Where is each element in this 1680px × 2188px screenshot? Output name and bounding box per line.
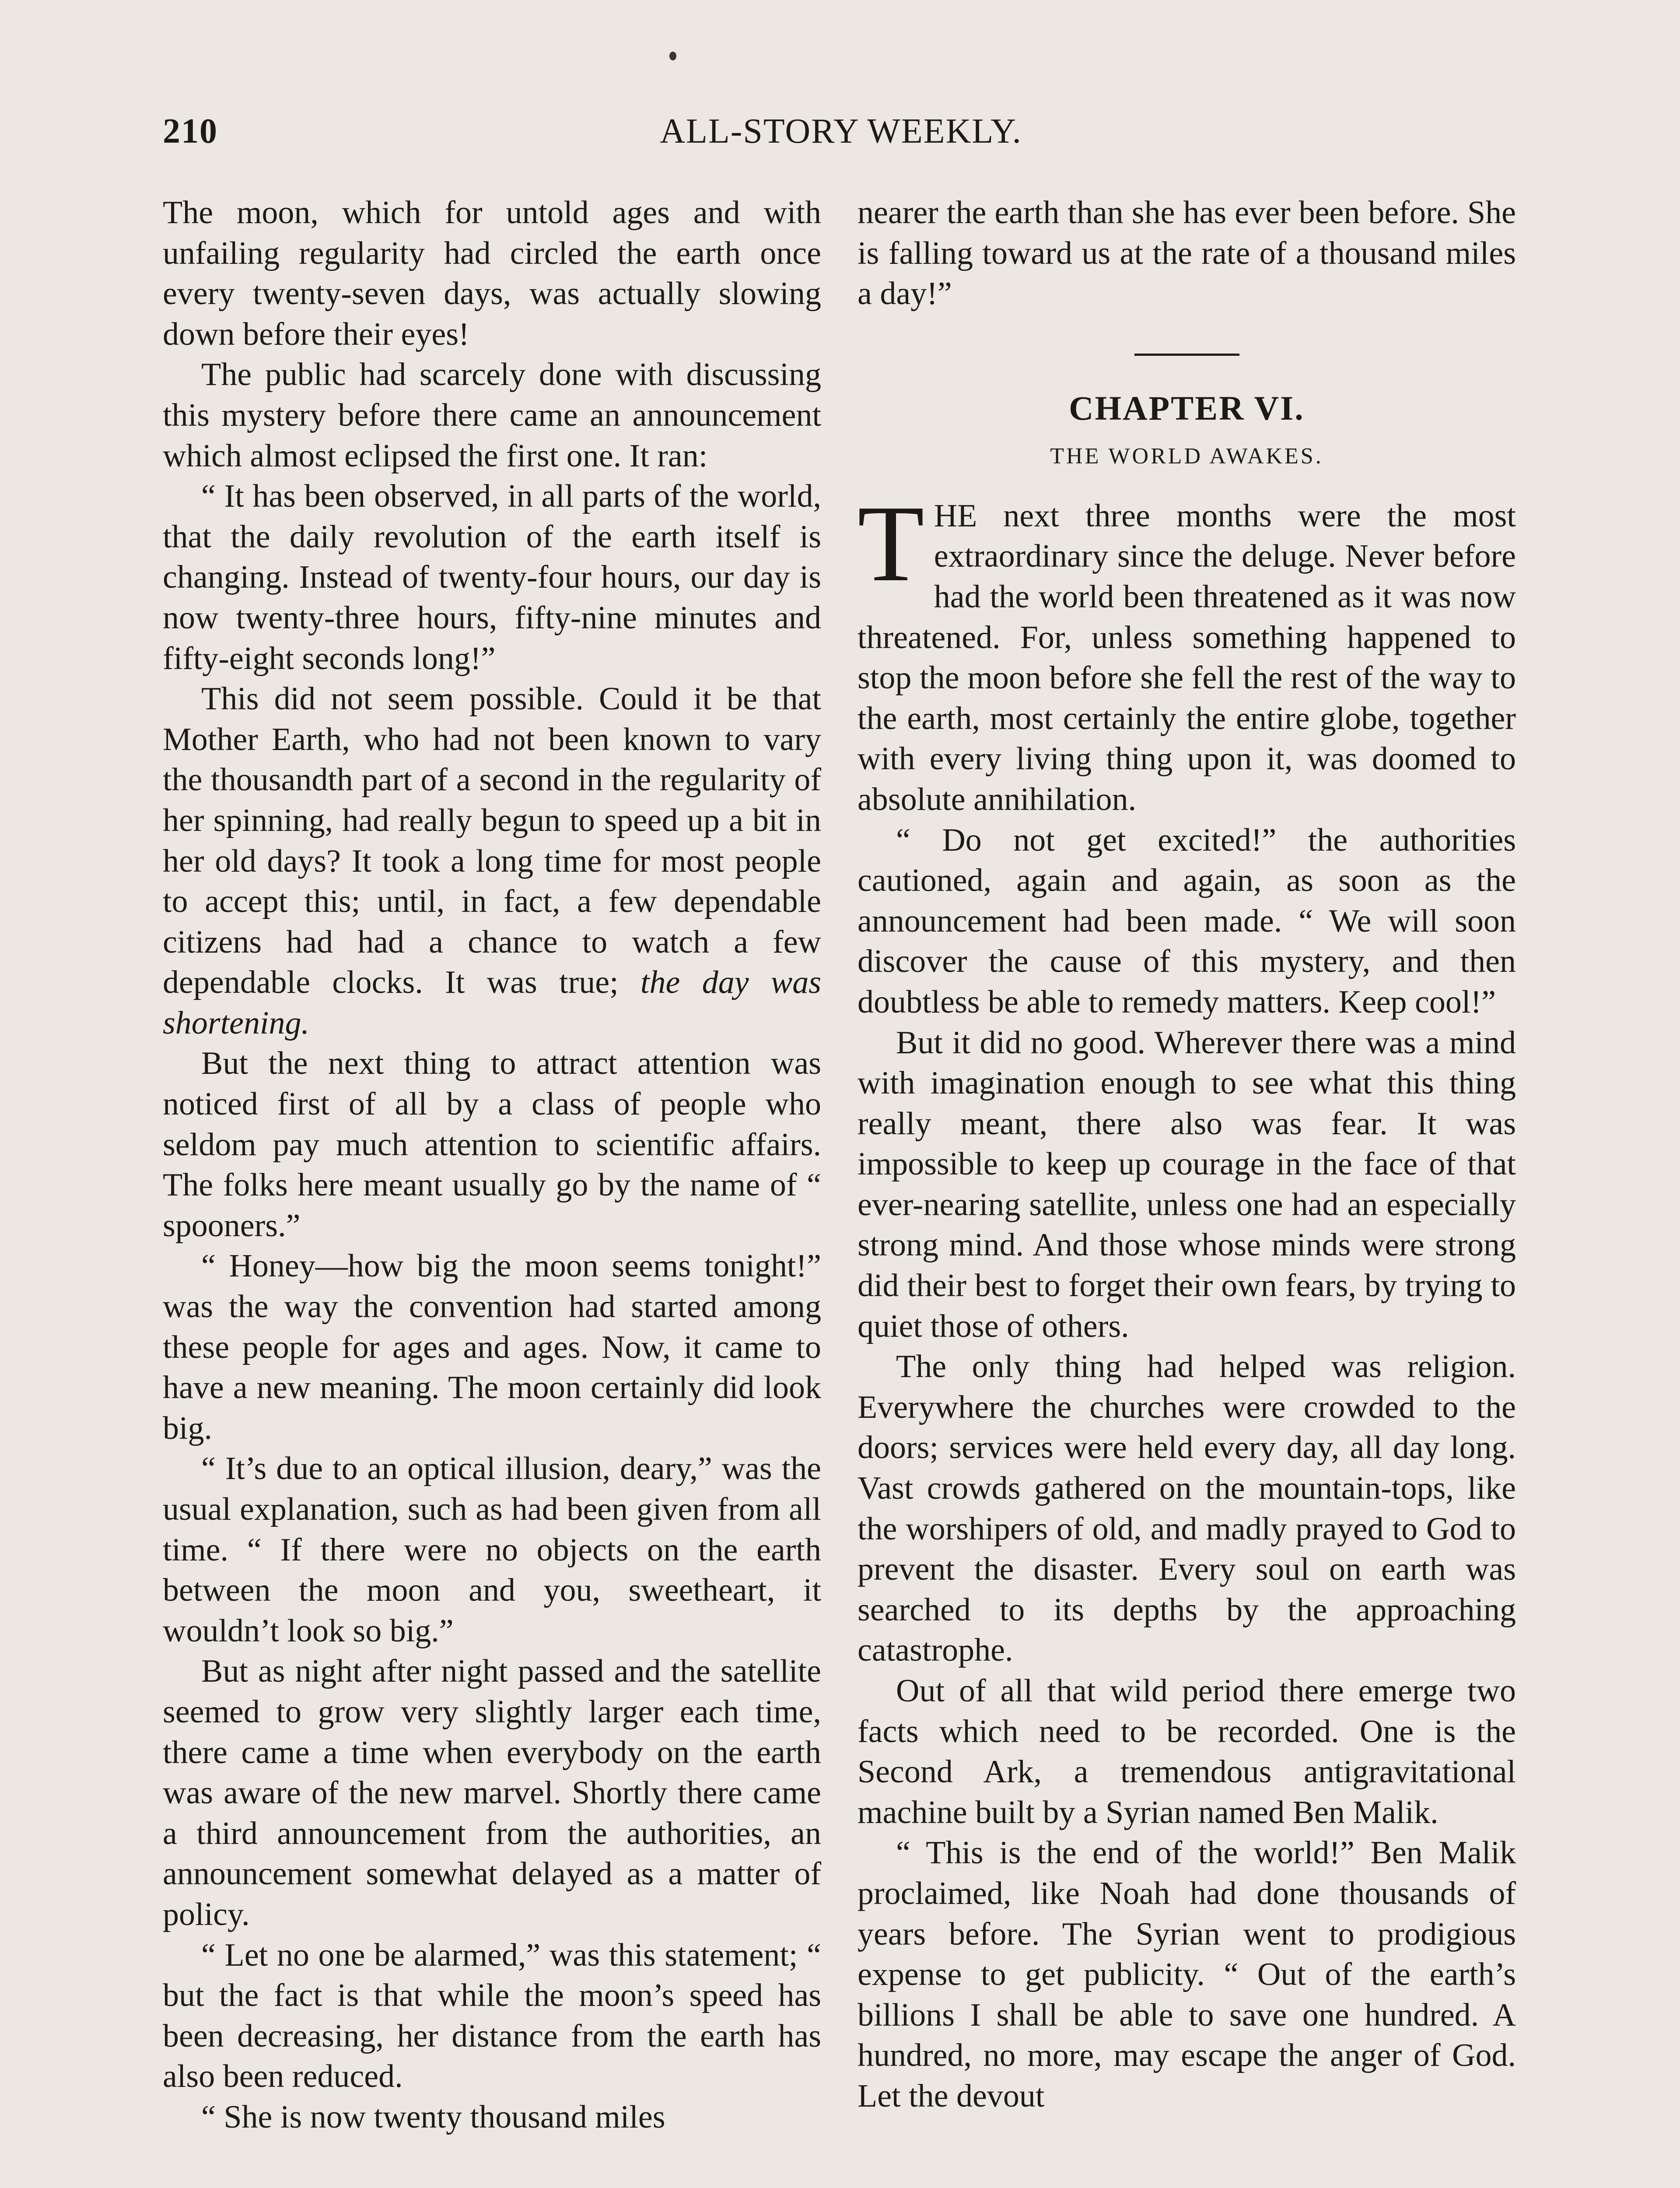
chapter-subtitle: THE WORLD AWAKES. <box>1050 443 1323 469</box>
paragraph <box>163 679 821 1043</box>
ink-speck <box>669 52 676 60</box>
paragraph: “ Let no one be alarmed,” was this statement; “ but the fact is that while the moon’s speed has been decreasing, her distance from the earth has also been reduced. <box>163 1937 821 2095</box>
paragraph: “ She is now twenty thousand miles <box>201 2099 665 2135</box>
paragraph-text: This did not seem possible. Could it be that Mother Earth, who had not been known to vary the thousandth part of a second in the regularity of her spinning, had really begun to speed up a bit in her old days? It took a long time for most people to accept this; until, in fact, a few dependable citizens had had a chance to watch a few dependable clocks. It was true; <box>163 681 821 1001</box>
left-column <box>163 193 821 2138</box>
italic-phrase: the day was shortening. <box>163 964 822 1041</box>
paragraph: “ This is the end of the world!” Ben Malik proclaimed, like Noah had done thousands of years before. The Syrian went to prodigious expense to get publicity. “ Out of the earth’s billions I shall be able to save one hundred. A hundred, no more, may escape the anger of God. Let the devout <box>858 1835 1516 2114</box>
paragraph: “ It’s due to an optical illusion, deary,” was the usual explanation, such as had been given from all time. “ If there were no objects on the earth between the moon and you, sweetheart, it wouldn’t look so big.” <box>163 1451 821 1649</box>
paragraph: The moon, which for untold ages and with unfailing regularity had circled the earth once every twenty-seven days, was actually slowing down before their eyes! <box>163 195 821 352</box>
paragraph <box>858 483 1516 820</box>
paragraph: “ It has been observed, in all parts of the world, that the daily revolution of the earth itself is changing. Instead of twenty-four hours, our day is now twenty-three hours, fifty-nine minutes and fifty-eight seconds long!” <box>163 478 821 677</box>
paragraph: The public had scarcely done with discussing this mystery before there came an announcement which almost eclipsed the first one. It ran: <box>163 357 821 474</box>
paragraph: But the next thing to attract attention was noticed first of all by a class of people who seldom pay much attention to scientific affairs. The folks here meant usually go by the name of “ spooners.” <box>163 1045 821 1244</box>
paragraph: But it did no good. Wherever there was a mind with imagination enough to see what this thing really meant, there also was fear. It was impossible to keep up courage in the face of that ever-nearing satellite, unless one had an especially strong mind. And those whose minds were strong did their best to forget their own fears, by trying to quiet those of others. <box>858 1024 1516 1344</box>
paragraph: But as night after night passed and the satellite seemed to grow very slightly larger each time, there came a time when everybody on the earth was aware of the new marvel. Shortly there came a third announcement from the authorities, an announcement somewhat delayed as a matter of policy. <box>163 1653 821 1932</box>
paragraph: nearer the earth than she has ever been before. She is falling toward us at the rate of a thousand miles a day!” <box>858 195 1516 312</box>
chapter-title: CHAPTER VI. <box>1069 389 1305 427</box>
right-column <box>858 193 1516 2117</box>
section-divider <box>1134 354 1239 356</box>
paragraph: The only thing had helped was religion. Everywhere the churches were crowded to the doors; services were held every day, all day long. Vast crowds gathered on the mountain-tops, like the worshipers of old, and madly prayed to God to prevent the disaster. Every soul on earth was searched to its depths by the approaching catastrophe. <box>858 1349 1516 1669</box>
paragraph-text: HE next three months were the most extraordinary since the deluge. Never before had the world been threatened as it was now threatened. For, unless something happened to stop the moon before she fell the rest of the way to the earth, most certainly the entire globe, together with every living thing upon it, was doomed to absolute annihilation. <box>858 498 1516 817</box>
paragraph: Out of all that wild period there emerge two facts which need to be recorded. One is the Second Ark, a tremendous antigravitational machine built by a Syrian named Ben Malik. <box>858 1673 1516 1830</box>
paragraph: “ Honey—how big the moon seems tonight!” was the way the convention had started among these people for ages and ages. Now, it came to have a new meaning. The moon certainly did look big. <box>163 1248 821 1446</box>
page-header <box>163 112 1519 164</box>
page-number: 210 <box>163 112 218 151</box>
drop-cap: T <box>858 483 924 604</box>
running-title: ALL-STORY WEEKLY. <box>660 112 1022 151</box>
paragraph: “ Do not get excited!” the authorities cautioned, again and again, as soon as the announcement had been made. “ We will soon discover the cause of this mystery, and then doubtless be able to remedy matters. Keep cool!” <box>858 822 1516 1020</box>
